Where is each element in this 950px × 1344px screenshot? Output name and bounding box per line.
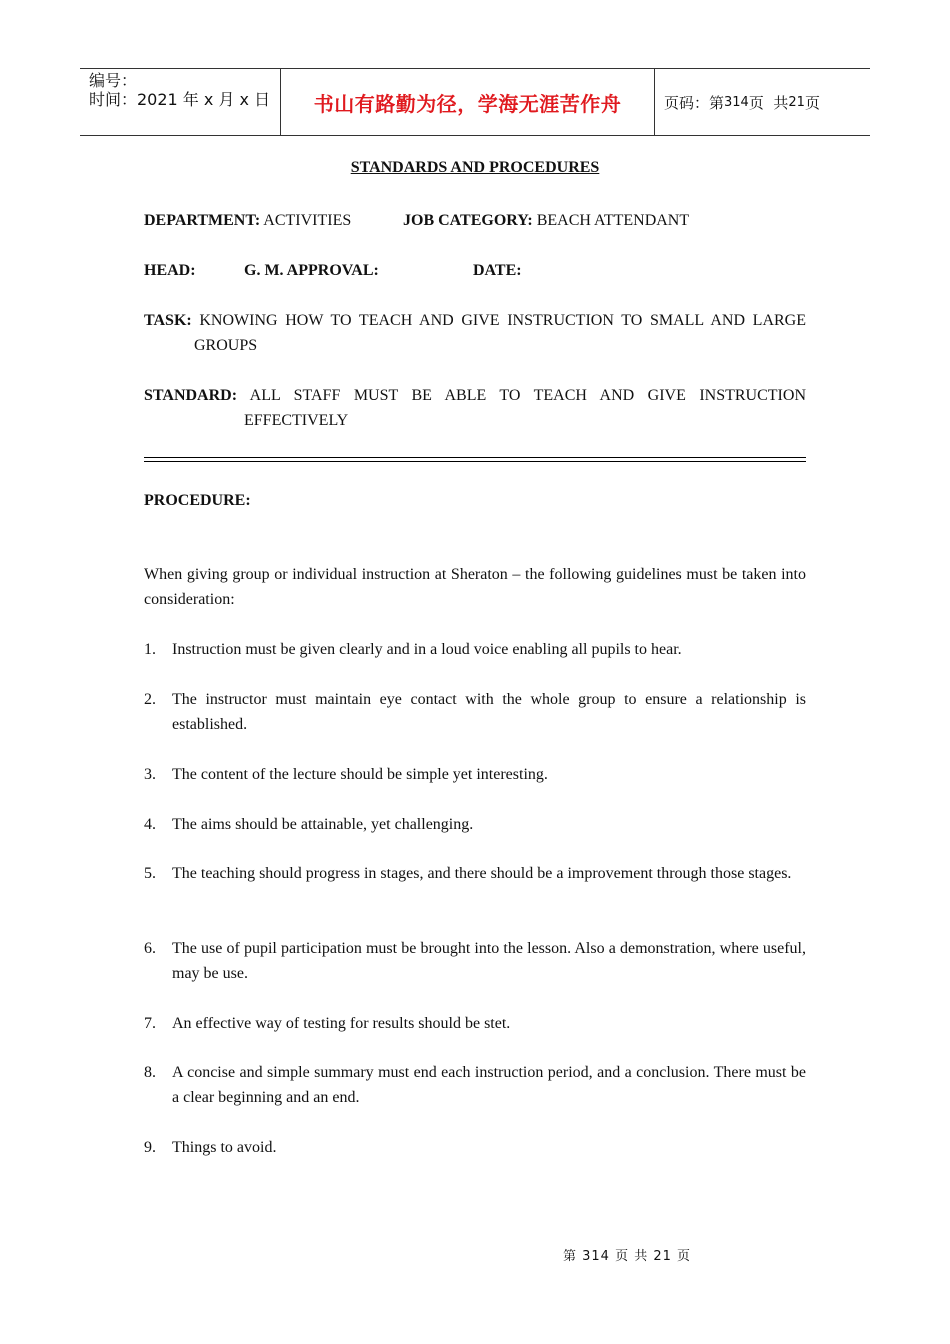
procedure-heading	[144, 488, 251, 513]
list-item	[144, 1135, 806, 1160]
section-divider	[144, 457, 806, 462]
date-row	[473, 258, 522, 283]
list-item-text: The aims should be attainable, yet challenging.	[172, 816, 474, 833]
job-category-row	[403, 208, 689, 233]
date-label: DATE:	[473, 262, 522, 279]
list-item	[144, 637, 806, 662]
list-item-number: 4.	[144, 816, 156, 833]
header-motto-cell	[281, 69, 655, 135]
page-prefix: 页码：第	[664, 93, 725, 112]
list-item-text: The instructor must maintain eye contact with the whole group to ensure a relationship is established.	[172, 691, 806, 733]
gm-approval-row	[244, 258, 379, 283]
department-label: DEPARTMENT:	[144, 212, 261, 229]
standard-label: STANDARD:	[144, 387, 238, 404]
job-category-label: JOB CATEGORY:	[403, 212, 533, 229]
list-item-text: The teaching should progress in stages, and there should be a improvement through those stages.	[172, 865, 792, 882]
list-item-number: 1.	[144, 641, 156, 658]
page-suffix: 页	[804, 93, 820, 112]
list-item	[144, 812, 806, 837]
list-item-text: An effective way of testing for results should be stet.	[172, 1015, 511, 1032]
gm-approval-label: G. M. APPROVAL:	[244, 262, 379, 279]
list-item	[144, 687, 806, 737]
list-item-number: 6.	[144, 940, 156, 957]
list-item	[144, 936, 806, 986]
task-label: TASK:	[144, 312, 192, 329]
task-value: KNOWING HOW TO TEACH AND GIVE INSTRUCTION TO SMALL AND LARGE GROUPS	[194, 312, 806, 354]
list-item-number: 9.	[144, 1139, 156, 1156]
list-item-text: A concise and simple summary must end each instruction period, and a conclusion. There must be a clear beginning and an end.	[172, 1064, 806, 1106]
time-label: 时间：2021 年 x 月 x 日	[89, 90, 271, 109]
head-label-row	[144, 258, 196, 283]
list-item-text: Instruction must be given clearly and in a loud voice enabling all pupils to hear.	[172, 641, 682, 658]
standard-block	[144, 383, 806, 433]
list-item	[144, 1011, 806, 1036]
list-item-number: 2.	[144, 691, 156, 708]
task-block	[144, 308, 806, 358]
page-mid: 页 共	[748, 93, 789, 112]
procedure-label: PROCEDURE:	[144, 492, 251, 509]
header-motto: 书山有路勤为径，学海无涯苦作舟	[313, 91, 622, 116]
procedure-intro: When giving group or individual instruction at Sheraton – the following guidelines must be taken into consideration:	[144, 566, 806, 608]
list-item	[144, 762, 806, 787]
page-number: 314	[724, 94, 749, 110]
list-item-number: 5.	[144, 865, 156, 882]
page-footer: 第 314 页 共 21 页	[563, 1249, 692, 1264]
page-total: 21	[788, 94, 805, 110]
list-item	[144, 1060, 806, 1110]
list-item-number: 7.	[144, 1015, 156, 1032]
standard-value: ALL STAFF MUST BE ABLE TO TEACH AND GIVE INSTRUCTION EFFECTIVELY	[244, 387, 806, 429]
list-item-text: The use of pupil participation must be brought into the lesson. Also a demonstration, where useful, may be use.	[172, 940, 806, 982]
header-meta	[80, 69, 281, 135]
list-item-number: 8.	[144, 1064, 156, 1081]
page-header	[80, 68, 870, 136]
list-item	[144, 861, 806, 886]
job-category-value: BEACH ATTENDANT	[532, 212, 690, 229]
list-item-number: 3.	[144, 766, 156, 783]
serial-label: 编号：	[89, 71, 138, 90]
department-value: ACTIVITIES	[260, 212, 352, 229]
head-label: HEAD:	[144, 262, 196, 279]
department-row	[144, 208, 351, 233]
list-item-text: Things to avoid.	[172, 1139, 277, 1156]
header-page-info	[655, 69, 870, 135]
list-item-text: The content of the lecture should be simple yet interesting.	[172, 766, 548, 783]
document-title: STANDARDS AND PROCEDURES	[350, 159, 600, 176]
